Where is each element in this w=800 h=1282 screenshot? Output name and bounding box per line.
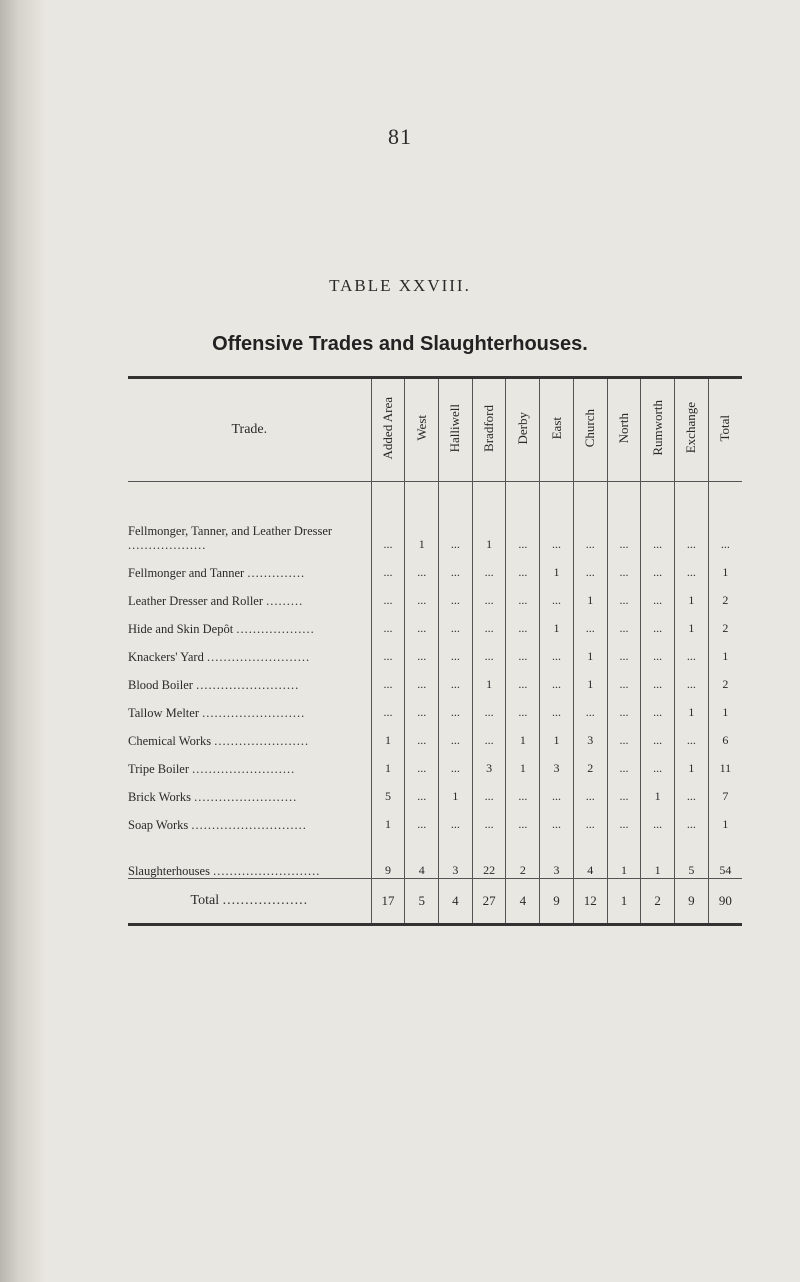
value-cell: ...	[472, 720, 506, 748]
value-cell: ...	[675, 776, 709, 804]
value-cell: ...	[439, 748, 473, 776]
value-cell: ...	[371, 608, 405, 636]
value-cell: 2	[708, 580, 742, 608]
table-row	[128, 832, 742, 879]
value-cell: 2	[708, 608, 742, 636]
value-cell: ...	[371, 664, 405, 692]
value-cell: ...	[371, 636, 405, 664]
value-cell: 1	[675, 748, 709, 776]
value-cell: ...	[607, 692, 641, 720]
leader-dots: ..............	[247, 566, 306, 580]
trade-name: Slaughterhouses	[128, 864, 210, 878]
value-cell: ...	[371, 552, 405, 580]
column-header	[371, 378, 405, 482]
value-cell: ...	[506, 636, 540, 664]
trade-name: Fellmonger and Tanner	[128, 566, 245, 580]
total-value-cell: 12	[573, 879, 607, 925]
value-cell: ...	[573, 608, 607, 636]
total-row	[128, 879, 742, 925]
value-cell: ...	[540, 580, 574, 608]
leader-dots: ..........................	[213, 864, 321, 878]
value-cell: ...	[405, 636, 439, 664]
table-row	[128, 552, 742, 580]
value-cell: ...	[439, 482, 473, 553]
value-cell: ...	[540, 776, 574, 804]
column-header-label: North	[615, 412, 631, 444]
total-label-cell	[128, 879, 371, 925]
leader-dots: .........................	[196, 678, 300, 692]
column-header	[708, 378, 742, 482]
value-cell: 1	[607, 832, 641, 879]
value-cell: 7	[708, 776, 742, 804]
trade-name: Blood Boiler	[128, 678, 193, 692]
value-cell: 1	[439, 776, 473, 804]
column-header-label: Total	[717, 414, 733, 442]
value-cell: ...	[439, 664, 473, 692]
value-cell: ...	[641, 692, 675, 720]
column-header	[506, 378, 540, 482]
trade-name-cell	[128, 804, 371, 832]
value-cell: ...	[607, 580, 641, 608]
value-cell: ...	[675, 482, 709, 553]
table-row	[128, 608, 742, 636]
value-cell: 54	[708, 832, 742, 879]
trade-name-cell	[128, 664, 371, 692]
value-cell: ...	[405, 664, 439, 692]
total-value-cell: 2	[641, 879, 675, 925]
value-cell: ...	[607, 636, 641, 664]
value-cell: 1	[371, 804, 405, 832]
value-cell: ...	[675, 552, 709, 580]
value-cell: ...	[675, 720, 709, 748]
total-value-cell: 4	[439, 879, 473, 925]
value-cell: 3	[573, 720, 607, 748]
value-cell: ...	[506, 664, 540, 692]
trade-name: Tallow Melter	[128, 706, 199, 720]
value-cell: ...	[371, 482, 405, 553]
trade-name: Chemical Works	[128, 734, 212, 748]
table-row	[128, 776, 742, 804]
column-header-label: Church	[582, 408, 598, 448]
value-cell: 1	[708, 692, 742, 720]
value-cell: ...	[439, 636, 473, 664]
value-cell: ...	[439, 580, 473, 608]
value-cell: ...	[506, 552, 540, 580]
trade-name: Knackers' Yard	[128, 650, 204, 664]
column-header	[573, 378, 607, 482]
value-cell: ...	[506, 804, 540, 832]
value-cell: ...	[472, 580, 506, 608]
value-cell: 1	[371, 720, 405, 748]
value-cell: 1	[675, 580, 709, 608]
value-cell: 2	[573, 748, 607, 776]
value-cell: 1	[371, 748, 405, 776]
value-cell: ...	[607, 608, 641, 636]
trade-name-cell	[128, 552, 371, 580]
leader-dots: .........................	[194, 790, 298, 804]
value-cell: 2	[506, 832, 540, 879]
total-value-cell: 27	[472, 879, 506, 925]
value-cell: ...	[405, 804, 439, 832]
column-header	[472, 378, 506, 482]
column-header	[405, 378, 439, 482]
total-value-cell: 90	[708, 879, 742, 925]
trade-name: Leather Dresser and Roller	[128, 594, 264, 608]
value-cell: 3	[472, 748, 506, 776]
value-cell: 1	[641, 776, 675, 804]
value-cell: 3	[540, 832, 574, 879]
leader-dots: .........................	[192, 762, 296, 776]
value-cell: ...	[472, 636, 506, 664]
leader-dots: .........................	[206, 650, 311, 664]
value-cell: 11	[708, 748, 742, 776]
column-header	[641, 378, 675, 482]
trade-name-cell	[128, 776, 371, 804]
table-row	[128, 636, 742, 664]
value-cell: 4	[573, 832, 607, 879]
value-cell: ...	[607, 482, 641, 553]
value-cell: ...	[405, 720, 439, 748]
table-row	[128, 664, 742, 692]
page-number: 81	[388, 124, 412, 149]
value-cell: ...	[439, 552, 473, 580]
value-cell: 1	[472, 664, 506, 692]
value-cell: 1	[506, 720, 540, 748]
value-cell: 2	[708, 664, 742, 692]
value-cell: ...	[472, 552, 506, 580]
column-header-trade: Trade.	[128, 378, 371, 482]
value-cell: 1	[540, 720, 574, 748]
value-cell: ...	[439, 804, 473, 832]
value-cell: ...	[540, 664, 574, 692]
trade-name-cell	[128, 608, 371, 636]
value-cell: ...	[641, 664, 675, 692]
value-cell: ...	[607, 664, 641, 692]
value-cell: 9	[371, 832, 405, 879]
value-cell: ...	[675, 804, 709, 832]
value-cell: ...	[607, 552, 641, 580]
value-cell: 3	[540, 748, 574, 776]
value-cell: ...	[540, 482, 574, 553]
value-cell: 1	[708, 552, 742, 580]
value-cell: 6	[708, 720, 742, 748]
total-value-cell: 9	[540, 879, 574, 925]
column-header-label: Added Area	[380, 396, 396, 460]
column-header	[540, 378, 574, 482]
page-title: Offensive Trades and Slaughterhouses.	[212, 333, 588, 355]
table-row	[128, 580, 742, 608]
trade-name-cell	[128, 482, 371, 553]
value-cell: 1	[506, 748, 540, 776]
value-cell: ...	[641, 552, 675, 580]
value-cell: ...	[405, 580, 439, 608]
column-header-label: Derby	[514, 411, 530, 445]
value-cell: ...	[607, 776, 641, 804]
column-header-label: Rumworth	[649, 400, 665, 456]
value-cell: 1	[573, 664, 607, 692]
column-header	[607, 378, 641, 482]
value-cell: ...	[607, 720, 641, 748]
value-cell: ...	[675, 636, 709, 664]
value-cell: ...	[573, 692, 607, 720]
value-cell: ...	[641, 636, 675, 664]
value-cell: ...	[641, 748, 675, 776]
table-row	[128, 720, 742, 748]
total-value-cell: 1	[607, 879, 641, 925]
trade-name: Fellmonger, Tanner, and Leather Dresser	[128, 524, 333, 538]
leader-dots: .........	[266, 594, 304, 608]
value-cell: ...	[439, 720, 473, 748]
value-cell: ...	[439, 608, 473, 636]
trade-name: Soap Works	[128, 818, 189, 832]
column-header-label: Exchange	[683, 402, 699, 454]
leader-dots: .........................	[202, 706, 306, 720]
value-cell: 5	[371, 776, 405, 804]
value-cell: ...	[573, 552, 607, 580]
value-cell: 1	[405, 482, 439, 553]
value-cell: ...	[506, 580, 540, 608]
trade-name-cell	[128, 692, 371, 720]
table-row	[128, 482, 742, 553]
value-cell: ...	[371, 692, 405, 720]
value-cell: ...	[472, 776, 506, 804]
column-header-label: West	[413, 415, 429, 441]
total-value-cell: 9	[675, 879, 709, 925]
value-cell: 1	[540, 608, 574, 636]
value-cell: ...	[641, 482, 675, 553]
value-cell: ...	[641, 720, 675, 748]
value-cell: 5	[675, 832, 709, 879]
table-label: TABLE XXVIII.	[329, 276, 471, 295]
offensive-trades-table	[128, 376, 742, 926]
leader-dots: .......................	[214, 734, 310, 748]
total-value-cell: 4	[506, 879, 540, 925]
trade-name-cell	[128, 636, 371, 664]
value-cell: ...	[472, 804, 506, 832]
column-header-label: East	[548, 416, 564, 440]
value-cell: ...	[506, 692, 540, 720]
column-header-label: Halliwell	[447, 403, 463, 453]
value-cell: ...	[641, 608, 675, 636]
leader-dots: ...................	[222, 893, 309, 908]
total-value-cell: 5	[405, 879, 439, 925]
value-cell: ...	[405, 608, 439, 636]
value-cell: ...	[472, 692, 506, 720]
value-cell: 1	[708, 636, 742, 664]
value-cell: ...	[607, 748, 641, 776]
value-cell: 3	[439, 832, 473, 879]
header-row	[128, 378, 742, 482]
leader-dots: ............................	[191, 818, 307, 832]
value-cell: ...	[540, 636, 574, 664]
value-cell: ...	[573, 804, 607, 832]
column-header	[439, 378, 473, 482]
table-row	[128, 804, 742, 832]
value-cell: ...	[708, 482, 742, 553]
leader-dots: ...................	[128, 538, 207, 552]
trade-name-cell	[128, 748, 371, 776]
value-cell: ...	[405, 552, 439, 580]
table-body	[128, 482, 742, 879]
trade-name: Brick Works	[128, 790, 191, 804]
value-cell: ...	[472, 608, 506, 636]
value-cell: ...	[540, 804, 574, 832]
value-cell: 1	[573, 636, 607, 664]
leader-dots: ...................	[236, 622, 315, 636]
value-cell: ...	[675, 664, 709, 692]
value-cell: ...	[641, 804, 675, 832]
value-cell: ...	[371, 580, 405, 608]
value-cell: ...	[573, 776, 607, 804]
value-cell: 1	[472, 482, 506, 553]
value-cell: ...	[540, 692, 574, 720]
value-cell: ...	[641, 580, 675, 608]
total-label: Total	[190, 893, 220, 908]
table-row	[128, 692, 742, 720]
value-cell: 1	[675, 608, 709, 636]
value-cell: ...	[405, 776, 439, 804]
value-cell: ...	[607, 804, 641, 832]
value-cell: ...	[506, 482, 540, 553]
trade-name-cell	[128, 580, 371, 608]
value-cell: ...	[573, 482, 607, 553]
value-cell: ...	[405, 692, 439, 720]
value-cell: 1	[573, 580, 607, 608]
table-footer	[128, 879, 742, 925]
trade-name-cell	[128, 832, 371, 879]
value-cell: ...	[506, 608, 540, 636]
trade-name: Hide and Skin Depôt	[128, 622, 234, 636]
value-cell: 4	[405, 832, 439, 879]
value-cell: 1	[641, 832, 675, 879]
value-cell: ...	[405, 748, 439, 776]
table-row	[128, 748, 742, 776]
value-cell: 1	[675, 692, 709, 720]
trade-name-cell	[128, 720, 371, 748]
column-header-label: Bradford	[481, 404, 497, 452]
page-edge-shadow	[0, 0, 46, 1282]
value-cell: ...	[506, 776, 540, 804]
total-value-cell: 17	[371, 879, 405, 925]
table-header	[128, 378, 742, 482]
value-cell: 1	[708, 804, 742, 832]
value-cell: 22	[472, 832, 506, 879]
value-cell: 1	[540, 552, 574, 580]
column-header	[675, 378, 709, 482]
trade-name: Tripe Boiler	[128, 762, 189, 776]
value-cell: ...	[439, 692, 473, 720]
